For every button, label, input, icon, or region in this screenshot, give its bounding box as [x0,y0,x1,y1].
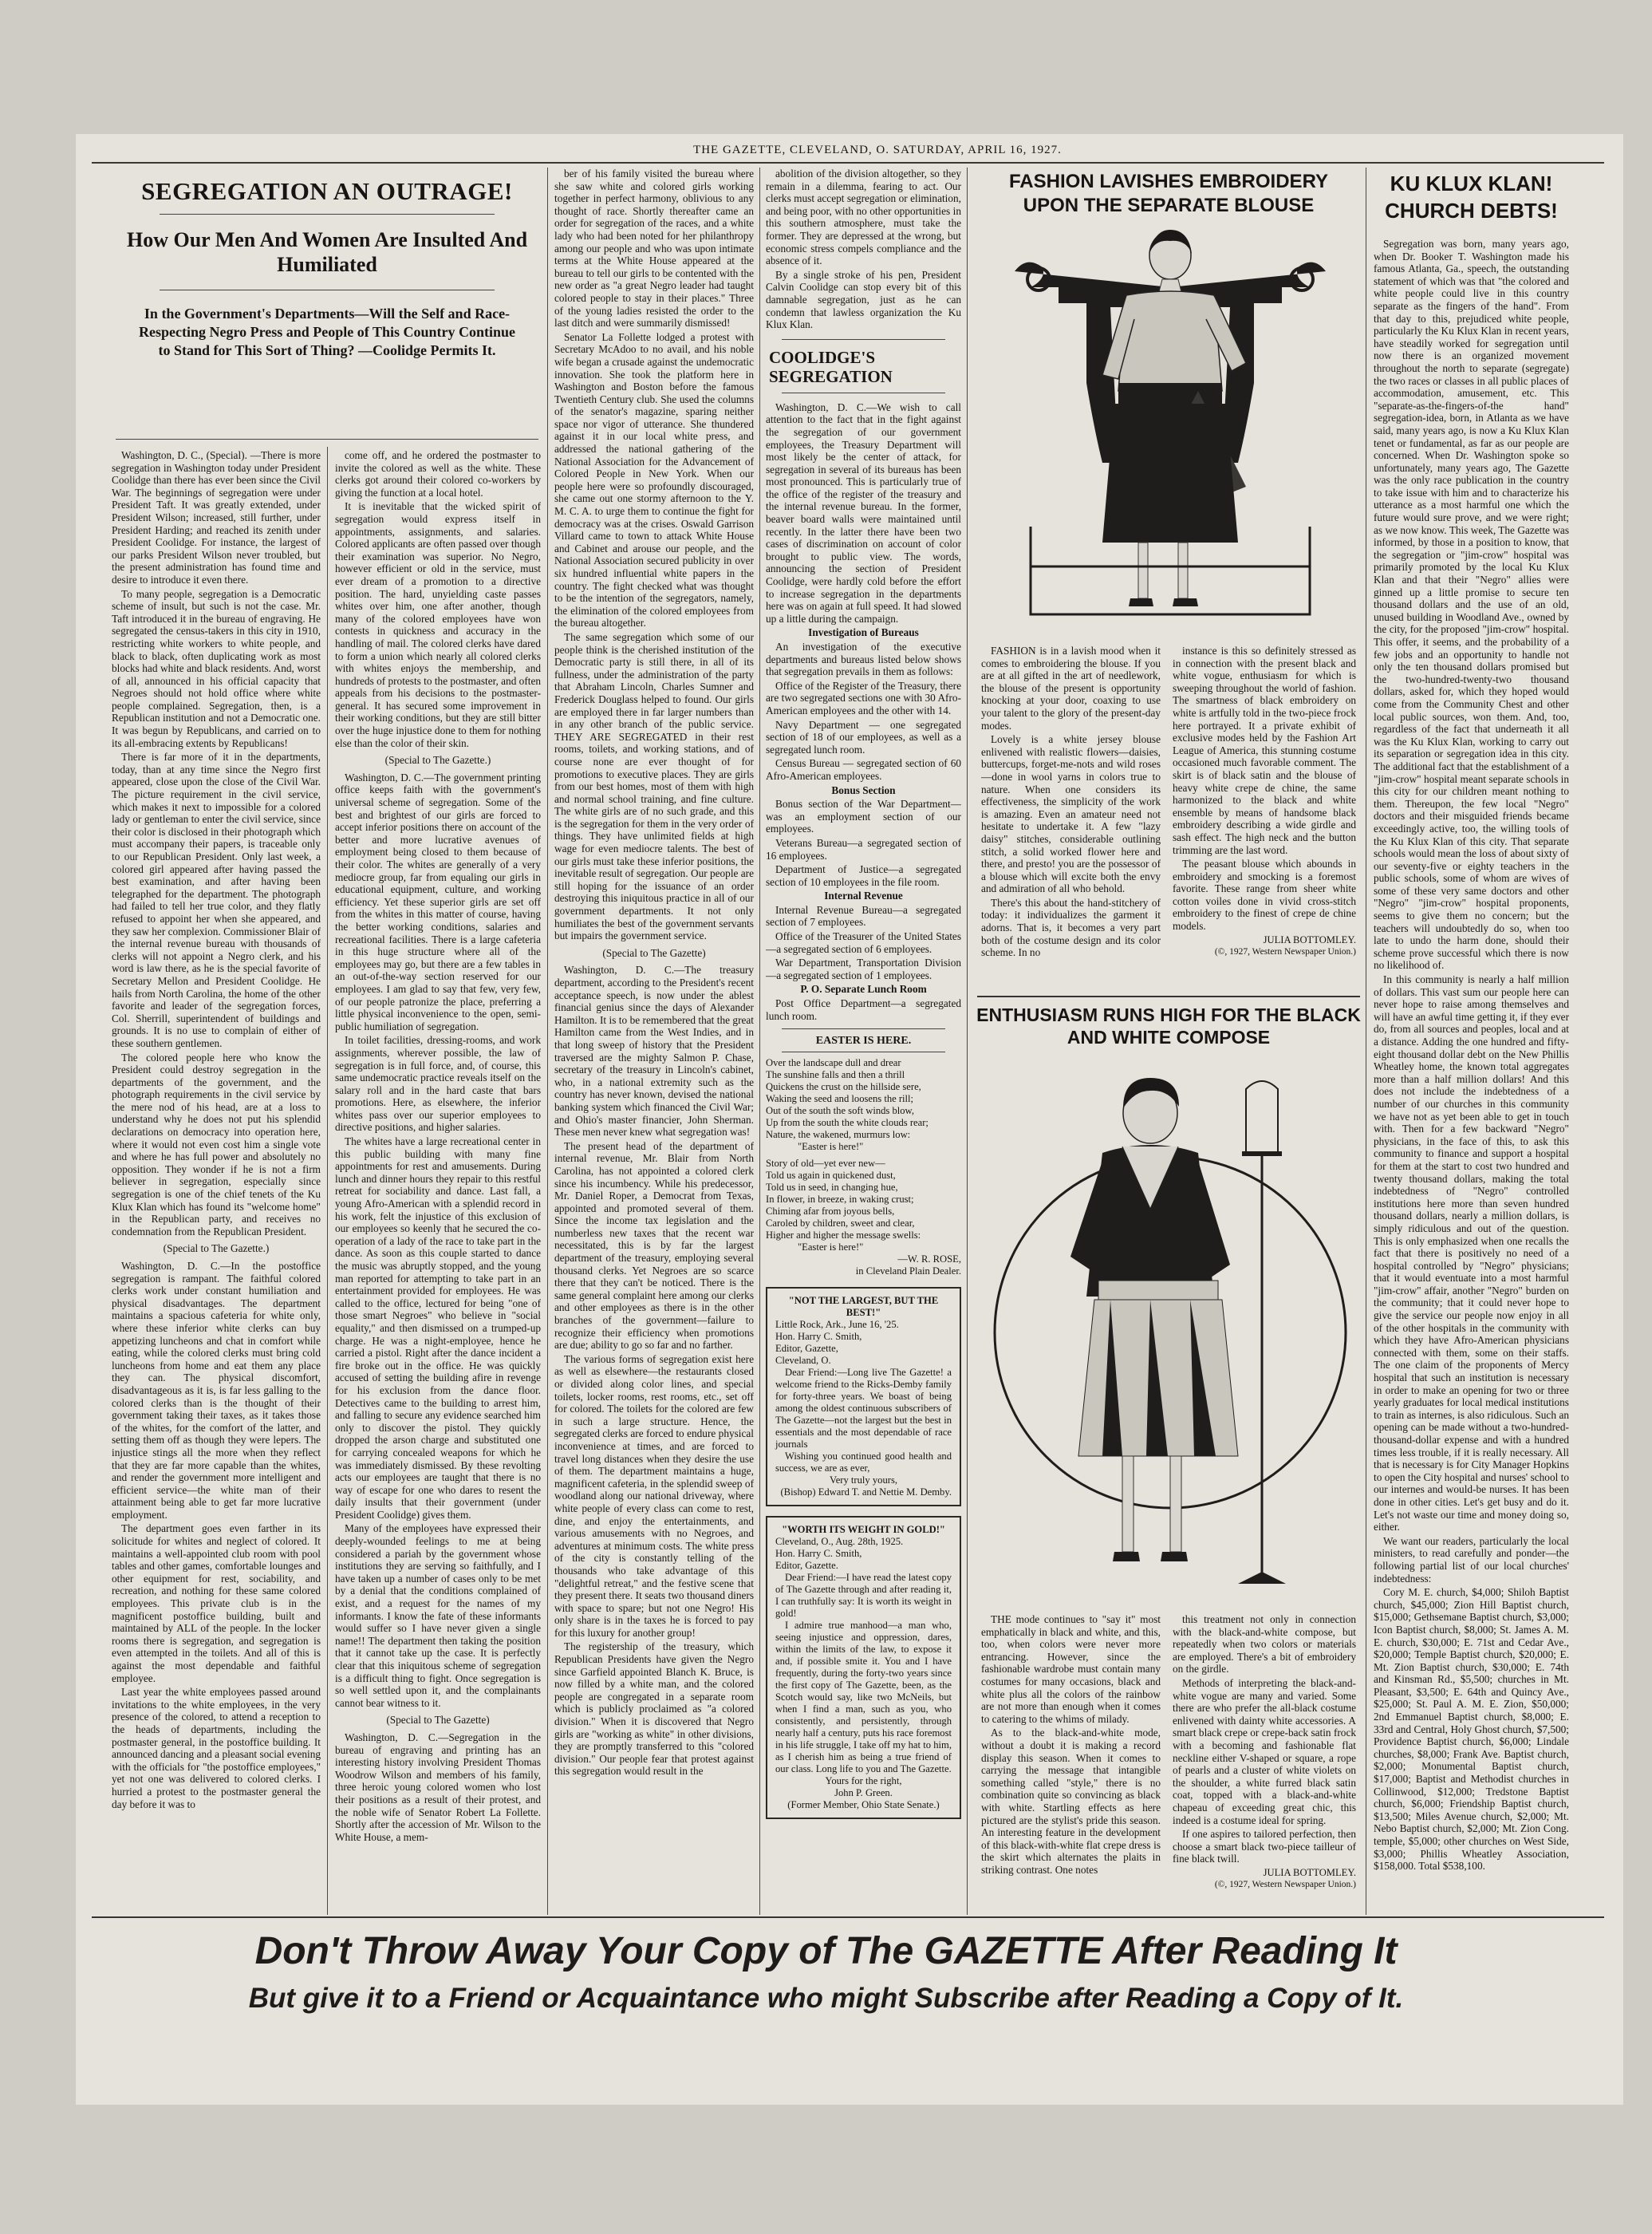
lead-paragraph: Washington, D. C.—Segregation in the bureau of engraving and printing has an interesting history involving President Thomas Woodrow Wilson and members of his family, three heroic young colored women who lost their positions as a result of their protest, and the noble wife of Senator Robert La Follette. Shortly after the accession of Mr. Wilson to the White House, a mem- [335,1731,541,1843]
fashion-1-column-b [1173,645,1356,988]
fashion-headline: ENTHUSIASM RUNS HIGH FOR THE BLACK AND WHITE COMPOSE [976,1005,1361,1048]
blouse-illustration [983,223,1358,638]
fashion-headline-2 [973,1004,1364,1048]
poem-line: Story of old—yet ever new— [766,1158,885,1170]
fashion-paragraph: The peasant blouse which abounds in embroidery and smocking is a foremost favorite. These range from sheer white cotton voiles done in vivid cross-stitch embroidery to the finest of crepe de chine models. [1173,858,1356,933]
lead-paragraph: Washington, D. C.—In the postoffice segregation is rampant. The faithful colored clerks work under constant humiliation and physical disadvantages. The department maintains a spacious cafeteria for white only, where these inferior white clerks can buy appetizing luncheons and chat in comfort while eating, while the colored clerks must bring cold luncheons from home and eat them any place they can. The physical discomfort, disadvantageous as it is, is far less galling to the colored clerks than is the thought of their government taking their taxes, as it takes those of the whites, for the comfort of the latter, and setting them off as though they were lepers. The injustice stings all the more when they reflect that they are far more capable than the whites, and render the government more intelligent and efficient service—the white man of their attainment being able to get far more lucrative employment. [112,1260,321,1521]
klan-paragraph: We want our readers, particularly the local ministers, to read carefully and ponder—the following partial list of our local churches' indebtedness: [1374,1534,1569,1585]
coolidge-paragraph: War Department, Transportation Division—a segregated section of 1 employees. [766,957,961,981]
section-rule [977,996,1360,997]
coolidge-paragraph: Office of the Register of the Treasury, there are two segregated sections one with 30 Afro-American employees and the other with 14. [766,679,961,716]
column-rule [327,447,328,1915]
coolidge-paragraph: Washington, D. C.—We wish to call attention to the fact that in the fight against the segregation of our government employees, the Treasury Department will most likely be the center of attack, for segregation in several of its bureaus has been most pronounced. This is particularly true of the office of the register of the treasury and the internal revenue bureau. In the former, beaver board walls were maintained until recently. In the latter there have been two cases of discrimination on account of color brought to public view. The words, announcing the section of President Coolidge, were hardly cold before the effort to increase segregation in the departments here was on again at full speed. It had slowed up a little during the campaign. [766,401,961,625]
fashion-paragraph: There's this about the hand-stitchery of today: it individualizes the garment it adorns. That is, it becomes a very part both of the costume design and its color scheme. In no [981,896,1161,959]
lead-column-3 [554,168,754,1909]
poem-line: Up from the south the white clouds rear; [766,1117,929,1129]
church-debts-headline: CHURCH DEBTS! [1385,199,1558,223]
poem-line: Caroled by children, sweet and clear, [766,1218,915,1229]
poem-line: Over the landscape dull and drear [766,1057,901,1069]
klan-paragraph: Cory M. E. church, $4,000; Shiloh Baptist church, $45,000; Zion Hill Baptist church, $15,000; Gethsemane Baptist church, $3,000; Icon Baptist church, $8,000; St. James A. M. E. church, $30,000; E. 71st and Cedar Ave., $20,000; Temple Baptist church, $20,000; E. Mt. Zion Baptist church, $30,000; E. 74th and Kinsman Rd., $5,500; churches in Mt. Pleasant, $3,500; E. 64th and Quincy Ave., $25,000; St. Paul A. M. E. Zion, $50,000; 2nd Emmanuel Baptist church, $8,000; E. 33rd and Central, Holy Ghost church, $7,500; Providence Baptist church, $6,000; Lindale churches, $8,000; Frank Ave. Baptist church, $2,000; Monumental Baptist church, $17,000; Baptist and Methodist churches in Collinwood, $12,000; Tredstone Baptist church, $6,000; Friendship Baptist church, $13,500; Miles Avenue church, $2,000; Mt. Nebo Baptist church, $2,000; Mt. Zion Cong. temple, $5,000; other churches on West Side, $3,000; Phillis Wheatley Association, $158,000. Total $538,100. [1374,1586,1569,1873]
letter-line: Editor, Gazette, [775,1343,838,1355]
lead-column-1 [112,449,321,1909]
poem-line: "Easter is here!" [798,1141,864,1153]
special-dateline: (Special to The Gazette) [602,946,706,959]
lead-paragraph: It is inevitable that the wicked spirit of segregation would express itself in appointments, assignments, and salaries. Colored applicants are often passed over though their examination was superior. No Negro, however efficient or old in the service, must ever dream of a promotion to a directive position. The hard, unyielding caste passes whites over him, one after another, though many of the colored employees have won contests in quickness and accuracy in the handling of mail. The colored clerks have dared to form a union which nearly all colored clerks with whites enjoys the membership, and hundreds of protests to the postmaster, and often appeals from his decisions to the postmaster-general. It has secured some improvement in their working conditions, but they are still bitter over the huge injustice done to them for nothing else than the color of their skin. [335,500,541,749]
column-rule [967,168,968,1915]
lead-paragraph: The department goes even farther in its solicitude for whites and neglect of colored. It maintains a well-appointed club room with pool tables and other games, comfortable lounges and other equipment for rest, sociability, and recreation, and nothing for these same colored employees. This private club is in the magnificent postoffice building, built and maintained by ALL of the people. In the locker rooms there is segregation, and segregation is even attempted in the toilets. And all of this is against the most dependable and faithful employee. [112,1522,321,1684]
column-rule [547,168,548,1915]
poem-line: Told us again in quickened dust, [766,1170,896,1182]
lead-paragraph: Senator La Follette lodged a protest with Secretary McAdoo to no avail, and his noble wife began a crusade against the undemocratic innovation. She took the platform here in Washington and Boston before the famous Twentieth Century club. She used the columns of the senator's magazine, sparing neither space nor vigor of utterance. She thundered against it in our local white press, and addressed the national gathering of the National Association for the Advancement of Colored People in New York. When our people here were so profoundly discouraged, she came out one stormy afternoon to the Y. M. C. A. to urge them to continue the fight for democracy was at the crises. Oswald Garrison Villard came to town to attack White House and Cabinet and arouse our people, and the National Association secured publicity in over six hundred influential white papers in the country. The fight checked what was thought to be the intention of the segregators, namely, the elimination of the colored employees from the bureau altogether. [554,330,754,630]
fashion-paragraph: If one aspires to tailored perfection, then choose a smart black two-piece tailleur of fine black twill. [1173,1828,1356,1865]
coolidge-paragraph: Navy Department — one segregated section of 18 of our employees, as well as a segregated lunch room. [766,718,961,756]
coolidge-paragraph: Veterans Bureau—a segregated section of 16 employees. [766,836,961,862]
fashion-2-column-a [981,1613,1161,1916]
poem-line: Higher and higher the message swells: [766,1229,921,1241]
poem-line: The sunshine falls and then a thrill [766,1069,905,1081]
poem-line: Told us in seed, in changing hue, [766,1182,898,1194]
lead-paragraph: Last year the white employees passed around invitations to the white employees, in the very presence of the colored, to attend a reception to the heads of departments, including the postmaster general, in the postoffice building. It announced dancing and a pleasant social evening with the officials for "the postoffice employees," yet not one was delivered to colored clerks. I hurried a protest to the postmaster general the day before it was to [112,1686,321,1810]
coolidge-paragraph: Department of Justice—a segregated section of 10 employees in the file room. [766,863,961,888]
klan-headline-block [1374,170,1569,224]
special-dateline: (Special to The Gazette.) [384,754,491,767]
compose-dress-illustration [983,1057,1358,1608]
poem-source: in Cleveland Plain Dealer. [855,1265,961,1277]
coolidge-paragraph: Post Office Department—a segregated lunch room. [766,997,961,1022]
lead-headline-block [112,177,542,360]
klan-headline: KU KLUX KLAN! [1390,172,1553,195]
masthead-rule [92,162,1604,164]
headline-rule [160,214,495,215]
letter-title: "WORTH ITS WEIGHT IN GOLD!" [782,1524,945,1536]
fashion-paragraph: this treatment not only in connection with the black-and-white compose, but repeatedly when two colors or materials are employed. There's a bit of embroidery on the girdle. [1173,1613,1356,1676]
lead-paragraph: The registership of the treasury, which Republican Presidents have given the Negro since Garfield appointed Blanch K. Bruce, is now filled by a white man, and the colored people are congregated in a separate room which is publicly proclaimed as "a colored division." When it is discovered that Negro girls are "working as white" in other divisions, they are promptly transferred to this "colored division." Our people fear that protest against this segregation would result in the [554,1640,754,1778]
lead-paragraph: To many people, segregation is a Democratic scheme of insult, but such is not the case. Mr. Taft introduced it in the bureau of engraving. He segregated the census-takers in this city in 1910, restricting white workers to white people, and black to black, often duplicating work as most blocks had white and black residents. And, worst of all, announced in his official capacity that Negroes should not hold office where white people complained. Segregation, then, is a Republican institution and not a Democratic one. It was begun by Republicans, and carried on to its all-embracing extents by Republicans! [112,587,321,749]
section-rule [782,339,945,340]
subhead: Internal Revenue [824,890,903,902]
letter-signature: (Bishop) Edward T. and Nettie M. Demby. [780,1486,952,1498]
fashion-1-column-a [981,645,1161,988]
lead-paragraph: The same segregation which some of our people think is the cherished institution of the Democratic party is still there, in all of its fullness, under the administration of the party that Abraham Lincoln, Charles Sumner and Frederick Douglass helped to found. Our girls are employed there in far larger numbers than in any other branch of the public service. THEY ARE SEGREGATED in their rest rooms, toilets, and working stations, and of course none are ever thought of for promotions to executive places. They are girls from our best homes, most of them with high and normal school training, and fine culture. The white girls are of no such grade, and this is the segregation for them in the very order of things. They have unlimited fields at high wage for even mediocre talents. The best of our girls must take these inferior positions, the inevitable result of segregation. Our people are still hoping for the issuance of an order destroying this iniquitous practice in all of our government departments. It not only humiliates the best of the government servants but impairs the government service. [554,630,754,942]
fashion-credit: (©, 1927, Western Newspaper Union.) [1214,947,1356,957]
letter-title: "NOT THE LARGEST, BUT THE BEST!" [788,1295,939,1319]
letter-line: Hon. Harry C. Smith, [775,1331,862,1343]
section-rule [782,1028,945,1029]
letter-line: Dear Friend:—I have read the latest copy of The Gazette through and after reading it, I can truthfully say: It is worth its weight in gold! [775,1572,952,1620]
klan-paragraph: Segregation was born, many years ago, when Dr. Booker T. Washington made his famous Atlanta, Ga., speech, the outstanding statement of which was that "the colored and white people could live in this country separate as the fingers of the hand". From that day to this, prejudiced white people, particularly the Ku Klux Klan in recent years, have steadily worked for segregation until now there is an organized movement throughout the north to separate (segregate) the two races or classes in all public places of accommodation, amusement, etc. This "separate-as-the-fingers-of-the hand" segregation-idea, born, in Atlanta as we have said, many years ago, is now a Ku Klux Klan tenet or fundamental, as far as our people are concerned. When Dr. Washington spoke so unfortunately, many years ago, The Gazette was the only race publication in the country to take issue with him and to characterize his utterance as a most harmful one which the future would sure prove, and we were right; as we now know. This week, The Gazette was informed, by those in a position to know, that the segregation or "jim-crow" hospital was primarily promoted by the local Ku Klux Klan and that their "Negro" allies were ginned up a little promise to secure ten thousand dollars and the use of an old, unused building in Woodland Ave., owned by the city, for the proposed "jim-crow" hospital. This offer, it seems, and the probability of a few jobs and an opportunity to handle not only the ten thousand dollars promised but the two-hundred-twenty-two thousand dollars, asked for, which they hoped would come from the Community Chest and other local public sources, won them. And, too, regardless of the fact that underneath it all was the Ku Klux Klan, working to carry out its separation or segregation idea in this city. The additional fact that the establishment of a "jim-crow" hospital meant separate schools in this city for our children meant nothing to them. Thereupon, the few local "Negro" doctors and their misguided friends became exceedingly active, too, the willing tools of the Ku Klux Klan of this city. That separate schools would mean the loss of about sixty of our seventy-five or eighty teachers in the public schools, some of whom are wives of some of these very same doctors and other "Negro" "jim-crow" hospital proponents, seems to give them no concern; but the teachers will undoubtedly do so, when too late to undo the harm done, should their scheme prove successful which there is now no likelihood of. [1374,238,1569,972]
easter-poem [766,1057,961,1277]
letter-line: Dear Friend:—Long live The Gazette! a welcome friend to the Ricks-Demby family for forty-three years. We boast of being among the oldest continuous subscribers of The Gazette—not the largest but the best in essentials and the most dependable of race journals [775,1367,952,1451]
letter-box-green [766,1516,961,1819]
deck-rule [116,439,538,440]
coolidge-paragraph: Office of the Treasurer of the United States—a segregated section of 6 employees. [766,930,961,955]
letter-line: Editor, Gazette. [775,1560,838,1572]
letter-signature: John P. Green. [834,1787,893,1799]
klan-paragraph: In this community is nearly a half million of dollars. This vast sum our people here can never hope to raise among themselves and will have an awful time getting it, if they ever do, from all sources and peoples, local and at a distance. Adding the one hundred and fifty-eight thousand dollar debt on the New Phillis Wheatley home, the known total aggregates more than a half million dollars! And this does not include the indebtedness of a number of our churches in this community we have not as yet been able to get in touch with. Then for a few backward "Negro" physicians, in the face of this, to ask this community to finance and support a hospital for them at the start to cost two hundred and twenty thousand dollars, making the total indebtedness of "Negro" controlled institutions here more than seven hundred thousand dollars, nearly a million dollars, is simply ridiculous and out of the question. This is only emphasized when one recalls the fact that there is positively no need of a hospital controlled by "Negro" physicians; that it would eventuate into a most harmful "jim-crow" affair, another "Negro" burden on the community; that it could never hope to give the service our people now enjoy in all of the other hospitals in the community with which they have Afro-American physicians connected with them, some on their staffs. The one claim of the proponents of Mercy hospital that such an institution is necessary in order to make an opening for two or three yearly graduates for local medical institutions to train as internes, is also ridiculous. Such an opening can be made without a two-hundred-thousand-dollar expense and with a hundred times less trouble, if it is really necessary. All that is necessary is for City Manager Hopkins to open the City hospital and nurses' school to our internes and would-be nurses. It has been done in other cities. Let's get busy and do it. Let's not waste our time and money doing so, either. [1374,973,1569,1533]
banner-line-1: Don't Throw Away Your Copy of The GAZETTE After Reading It [254,1930,1398,1972]
fashion-signature: JULIA BOTTOMLEY. [1263,933,1356,945]
lead-paragraph: The various forms of segregation exist here as well as elsewhere—the restaurants closed or divided along color lines, and special toilets, locker rooms, rest rooms, etc., set off for colored. The toilets for the colored are few in such a large structure. Hence, the segregated clerks are forced to endure physical inconvenience at times, and are forced to travel long distances when they desire the use of them. The department maintains a huge, magnificent cafeteria, in the splendid sweep of woodland along our national driveway, where white people of every class can come to rest, dine, and enjoy the entertainments, and various amusements with no Negroes, and adventures at minimum costs. The white press of the city is constantly telling of the thousands who take advantage of this "delightful retreat," and the festive scene that they present there. It seats two thousand diners with space to spare; but not one Negro! His only share is in the taxes he is forced to pay for this luxury for another group! [554,1352,754,1639]
letter-line: Yours for the right, [825,1775,902,1787]
coolidge-paragraph: Census Bureau — segregated section of 60 Afro-American employees. [766,757,961,782]
poem-line: Quickens the crust on the hillside sere, [766,1081,921,1093]
lead-paragraph: The colored people here who know the President could destroy segregation in the departments of the government, and the photograph requirements in the civil service by the mere nod of his head, are at a loss to understand why he does not put his splendid declarations on democracy into operation here, where it would not even cost him a single vote and where he has full power and absolutely no opposition. They wonder if he is not a firm believer in segregation, especially since segregation is one of the chief tenets of the Ku Klux Klan which has found its "welcome home" in the Republican party, and receives no condemnation from the Republican President. [112,1051,321,1237]
fashion-paragraph: Lovely is a white jersey blouse enlivened with realistic flowers—daisies, buttercups, forget-me-nots and wild roses—done in wool yarns in colors true to nature. When one considers its effectiveness, the simplicity of the work is amazing. Even an amateur need not hesitate to undertake it. A few "lazy daisy" stitches, considerable outlining stitch, a solid worked flower here and there, and presto! you are the possessor of a blouse which will excite both the envy and admiration of all who behold. [981,733,1161,895]
poem-line: In flower, in breeze, in waking crust; [766,1194,914,1206]
lead-paragraph: By a single stroke of his pen, President Calvin Coolidge can stop every bit of this damnable segregation, just as he can condemn that lawless organization the Ku Klux Klan. [766,268,961,331]
coolidge-paragraph: An investigation of the executive departments and bureaus listed below shows that segregation prevails in them as follows: [766,641,961,678]
coolidge-paragraph: Bonus section of the War Department—was an employment section of our employees. [766,798,961,835]
special-dateline: (Special to The Gazette.) [163,1242,270,1255]
subhead: Bonus Section [831,783,896,796]
column-rule [759,168,760,1915]
poem-line: Out of the south the soft winds blow, [766,1105,914,1117]
lead-paragraph: There is far more of it in the departments, today, than at any time since the Negro first appeared, close upon the close of the Civil War. The picture requirement in the civil service, which makes it next to impossible for a colored lady or gentleman to enter the civil service, since their color is disclosed in their photograph which must accompany their papers, is traceable only to our Republican President. Only last week, a colored girl appeared after having passed the best examination, and after having been telegraphed for the department. The photograph had failed to tell her true color, and they flatly refused to appoint her when she appeared, and they saw her complexion. Commissioner Blair of the internal revenue bureau with thousands of clerks will not appoint a Negro clerk, and his word is law there, as he is the special favorite of Secretary Mellon and President Coolidge. He hails from North Carolina, the home of the other favorite and leader of the segregation forces, Col. Sherrill, superintendent of buildings and grounds. It is no use to complain of either of these southern gentlemen. [112,751,321,1049]
letter-line: Cleveland, O., Aug. 28th, 1925. [775,1536,904,1548]
fashion-paragraph: As to the black-and-white mode, without a doubt it is making a record display this season. When it comes to carrying the message that intangible something called "style," there is no combination quite so convincing as black with white. Startling effects as here pictured are the stylist's pride this season. An interesting feature in the development of this black-with-white flat crepe dress is the skirt which alternates the plaits in striking contrast. One notes [981,1727,1161,1876]
letter-signature: (Former Member, Ohio State Senate.) [787,1799,940,1811]
letter-box-demby [766,1287,961,1506]
lead-paragraph: Washington, D. C.—The treasury department, according to the President's recent acceptance speech, is now under the ablest financial genius since the days of Alexander Hamilton. It is to be remembered that the great Hamilton came from the West Indies, and in that long sweep of history that the President traversed are the mighty Salmon P. Chase, secretary of the treasury in Lincoln's cabinet, who, in a national extremity such as the country has never known, devised the national banking system which financed the Civil War; and Ohio's master financier, John Sherman. These men never knew what segregation was! [554,964,754,1139]
poem-byline: —W. R. ROSE, [897,1253,961,1265]
subhead: Investigation of Bureaus [808,626,919,639]
poem-line: "Easter is here!" [798,1241,864,1253]
masthead: THE GAZETTE, CLEVELAND, O. SATURDAY, APRIL 16, 1927. [693,144,1062,156]
letter-line: Very truly yours, [830,1474,897,1486]
easter-headline: EASTER IS HERE. [815,1035,912,1048]
coolidge-headline: COOLIDGE'S SEGREGATION [769,347,893,386]
poem-line: Waking the seed and loosens the rill; [766,1093,914,1105]
fashion-credit: (©, 1927, Western Newspaper Union.) [1214,1880,1356,1890]
lead-paragraph: ber of his family visited the bureau where she saw white and colored girls working together in perfect harmony, oblivious to any thought of race. Shortly thereafter came an order for segregation of the races, and a white lady who had been noted for her philanthropy among our people and who was upon intimate terms at the White House appeared at the bureau to tell our girls to be contented with the new order as "a great Negro leader had taught colored people to stay in their places." Three of the young ladies resisted the order to the last ditch and were summarily dismissed! [554,168,754,330]
fashion-headline: FASHION LAVISHES EMBROIDERY UPON THE SEPARATE BLOUSE [1008,171,1329,216]
klan-column [1374,238,1569,1909]
letter-line: Hon. Harry C. Smith, [775,1548,862,1560]
lead-paragraph: In toilet facilities, dressing-rooms, and work assignments, wherever possible, the law of segregation is in full force, and, of course, this same undemocratic practice reveals itself on the salary roll and in the hard caste that bars promotions. Here, as elsewhere, the inferior whites pass over our superior employees to directive positions, and higher salaries. [335,1034,541,1134]
letter-line: Little Rock, Ark., June 16, '25. [775,1319,899,1331]
lead-paragraph: come off, and he ordered the postmaster to invite the colored as well as the white. These clerks got around their colored co-workers by giving the function at a local hotel. [335,449,541,499]
lead-paragraph: Many of the employees have expressed their deeply-wounded feelings to me at being considered a pariah by the government whose institutions they are serving so faithfully, and I have taken up a number of cases only to be met by a denial that the conditions complained of exist, and a request for the names of my informants. I know the fate of these informants would suffer so I have never given a single name!! The department then taking the position that it cannot take up the case. It is perfectly clear that this iniquitous scheme of segregation is a difficult thing to fight. Once segregation is so well settled upon it, and the complainants cannot bear witness to it. [335,1522,541,1709]
fashion-headline-1 [981,170,1356,218]
lead-headline: SEGREGATION AN OUTRAGE! [141,177,513,205]
coolidge-paragraph: Internal Revenue Bureau—a segregated section of 7 employees. [766,903,961,929]
lead-paragraph: The present head of the department of internal revenue, Mr. Blair from North Carolina, has not appointed a colored clerk since his incumbency. While his predecessor, Mr. Daniel Roper, a Democrat from Texas, appointed and promoted several of them. Since the income tax legislation and the numberless new taxes that the recent war necessitated, this is by far the largest department of the treasury, employing several thousand clerks. Yet Negroes are so scarce there that they can't be noticed. There is the same general complaint here among our clerks and other employees as there is in the other branches of the government—failure to recognize their efficiency when promotions are due; ability to go so far and no farther. [554,1139,754,1352]
poem-line: Nature, the wakened, murmurs low: [766,1129,911,1141]
column-4 [766,168,961,1909]
fashion-paragraph: instance is this so definitely stressed as in connection with the present black and white vogue, enthusiasm for which is sweeping throughout the world of fashion. The smartness of black embroidery on white is artfully told in the two-piece frock here portrayed. It a private exhibit of exclusive modes held by the Fashion Art League of America, this stunning costume occasioned much favorable comment. The skirt is of black satin and the blouse of heavy white crepe de chine, the same harmonized to the black and white ensemble by means of handsome black embroidery describing a wide girdle and sash effect. The high neck and the button trimming are the last word. [1173,645,1356,856]
lead-paragraph: Washington, D. C.—The government printing office keeps faith with the government's universal scheme of segregation. Some of the best and brightest of our girls are forced to accept inferior positions there on account of the better and more lucrative avenues of employment being closed to them because of their color. The whites are generally of a very mediocre group, far from equaling our girls in educational equipment, culture, and working efficiency. Yet these superior girls are set off from the whites in this matter of course, having the better working conditions, salaries and recreational facilities. There is a large cafeteria in this huge structure where all of the employees may go, but there are a few tables in an out-of-the-way section reserved for our employees. I am glad to say that few, very few, of our people patronize the place, preferring a little physical inconvenience to the open, semi-public humiliation of segregation. [335,771,541,1032]
fashion-paragraph: Methods of interpreting the black-and-white vogue are many and varied. Some there are who prefer the all-black costume enlivened with dainty white accessories. A smart black crepe or crepe-back satin frock with a becoming and fashionable flat neckline either V-shaped or square, a rope of pearls and a cluster of white violets on the shoulder, a white furred black satin coat, topped with a black-and-white chapeau of exceeding great chic, this indeed is a costume ideal for spring. [1173,1676,1356,1826]
lead-deck: In the Government's Departments—Will the Self and Race-Respecting Negro Press and People of This Country Continue to Stand for This Sort of Thing? —Coolidge Permits It. [138,306,516,358]
fashion-2-column-b [1173,1613,1356,1916]
lead-column-2 [335,449,541,1909]
lead-paragraph: The whites have a large recreational center in this public building with many fine appointments for rest and amusements. During lunch and dinner hours they repair to this restful retreat for sociability and dance. Last fall, a young Afro-American with a splendid record in his work, felt the injustice of this exclusion of our employees so keenly that he secured the co-operation of a lady of the race to take part in the dance. As soon as this couple started to dance the music was abruptly stopped, and the young man reported for attempting to take part in an entertainment provided for employees. He was called to the office, lectured for being "one of those smart Negroes" who believe in "social equality," and then dismissed on a trumped-up charge. He was a night-employee, hence he carried a pistol. Right after the dance incident a fire broke out in the office. He was quickly accused of setting the building afire in revenge for his exclusion from the dance floor. Detectives came to the building to arrest him, and falling to secure any evidence searched him only to discover the pistol. They quickly dropped the arson charge and substituted one for carrying concealed weapons for which he was immediately dismissed. By these revolting acts our employees are taught that there is no way of escape for one who dares to resent the daily insults that their government (under President Coolidge) gives them. [335,1135,541,1521]
subhead: P. O. Separate Lunch Room [800,983,927,996]
lead-subhead: How Our Men And Women Are Insulted And Humiliated [126,228,528,276]
lead-paragraph: abolition of the division altogether, so they remain in a dilemma, fearing to act. Our clerks must accept segregation or elimination, and being poor, with no other opportunities in this southern atmosphere, must take the former. They are depressed at the wrong, but economic stress compels compliance and the absence of it. [766,168,961,267]
lead-paragraph: Washington, D. C., (Special). —There is more segregation in Washington today under President Coolidge than there has ever been since the Civil War. The beginnings of segregation were under President Taft. It was greatly extended, under President Wilson; increased, still further, under President Harding; and reached its zenith under President Coolidge. For instance, the largest of our parks President Wilson never troubled, but the present administration has found time and desire to introduce it even there. [112,449,321,586]
letter-line: Wishing you continued good health and success, we are as ever, [775,1451,952,1474]
letter-line: Cleveland, O. [775,1355,831,1367]
poem-line: Chiming afar from joyous bells, [766,1206,895,1218]
banner-line-2: But give it to a Friend or Acquaintance who might Subscribe after Reading a Copy of It. [248,1983,1404,2014]
fashion-signature: JULIA BOTTOMLEY. [1263,1866,1356,1878]
fashion-paragraph: FASHION is in a lavish mood when it comes to embroidering the blouse. If you are at all gifted in the art of needlework, the blouse of the present is opportunity knocking at your door, coaxing to use your talent to the glory of the present-day modes. [981,645,1161,732]
letter-line: I admire true manhood—a man who, seeing injustice and oppression, dares, within the limits of the law, to expose it and, if possible smite it. You and I have frequently, during the forty-two years since the first copy of The Gazette, been, as the Scotch would say, like two McNeils, but when I find a man, such as you, who consistently, and persistently, through nearly half a century, puts his race foremost in his life struggle, I take off my hat to him, as I cherish him as being a true friend of our class. Long life to you and The Gazette. [775,1620,952,1775]
fashion-paragraph: THE mode continues to "say it" most emphatically in black and white, and this, too, when colors were never more entrancing. However, since the fashionable wardrobe must contain many costumes for many occasions, black and white plus all the colors of the rainbow are not more than enough when it comes to catering to the whims of milady. [981,1613,1161,1725]
special-dateline: (Special to The Gazette) [386,1714,490,1727]
banner-rule [92,1916,1604,1918]
